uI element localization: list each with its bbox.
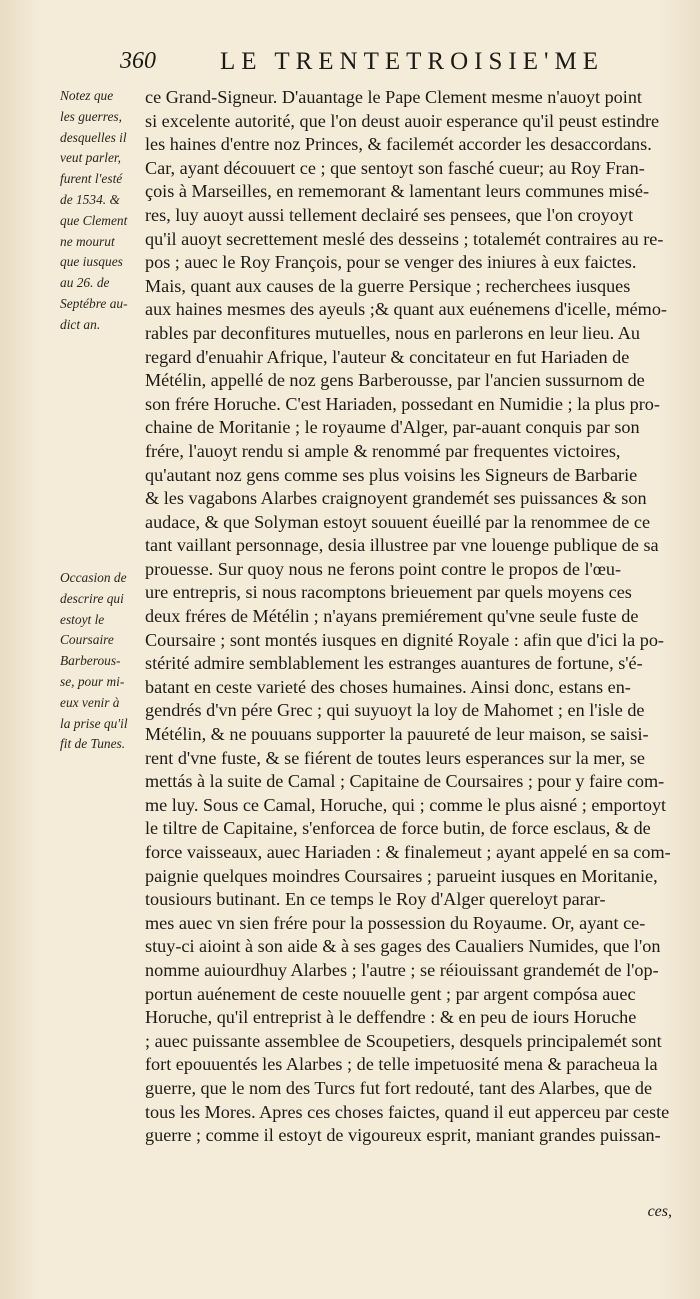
text-line: batant en ceste varieté des choses humaines. Ainsi donc, estans en-: [145, 676, 631, 697]
text-line: Métélin, appellé de noz gens Barberousse, par l'ancien sussurnom de: [145, 370, 645, 391]
text-line: paignie quelques moindres Coursaires ; parueint iusques en Moritanie,: [145, 865, 658, 886]
margin-note-line: que Clement: [60, 212, 128, 228]
text-line: Horuche, qu'il entreprist à le deffendre : & en peu de iours Horuche: [145, 1007, 637, 1028]
text-line: le tiltre de Capitaine, s'enforcea de force butin, de force esclaus, & de: [145, 818, 651, 839]
text-line: ce Grand-Signeur. D'auantage le Pape Clement mesme n'auoyt point: [145, 87, 642, 107]
margin-note-line: de 1534. &: [60, 191, 120, 207]
text-line: mes auec vn sien frére pour la possession du Royaume. Or, ayant ce-: [145, 912, 646, 933]
page-number: 360: [120, 48, 156, 74]
text-line: tousiours butinant. En ce temps le Roy d'Alger quereloyt parar-: [145, 889, 606, 910]
margin-note-line: Notez que: [60, 88, 114, 103]
margin-note-line: desquelles il: [60, 129, 127, 145]
margin-note-line: Occasion de: [60, 570, 127, 585]
text-line: tant vaillant personnage, desia illustree par vne louenge publique de sa: [145, 535, 659, 556]
text-line: deux fréres de Métélin ; n'ayans premiérement qu'vne seule fuste de: [145, 606, 639, 627]
text-line: ; auec puissante assemblee de Scoupetiers, desquels principalemét sont: [145, 1030, 662, 1051]
text-line: fort epouuentés les Alarbes ; de telle impetuosité mena & paracheua la: [145, 1054, 658, 1075]
margin-note-line: que iusques: [60, 254, 123, 270]
margin-note-line: eux venir à: [60, 694, 120, 710]
margin-note-line: se, pour mi-: [60, 673, 125, 689]
margin-note-line: veut parler,: [60, 150, 121, 166]
text-line: & les vagabons Alarbes craignoyent grandemét ses puissances & son: [145, 488, 647, 509]
text-line: regard d'enuahir Afrique, l'auteur & concitateur en fut Hariaden de: [145, 346, 630, 367]
margin-note-line: furent l'esté: [60, 171, 123, 187]
text-line: prouesse. Sur quoy nous ne ferons point contre le propos de l'œu-: [145, 558, 622, 579]
text-line: rables par deconfitures mutuelles, nous en parlerons en leur lieu. Au: [145, 322, 640, 343]
text-line: guerre ; comme il estoyt de vigoureux esprit, maniant grandes puissan-: [145, 1125, 661, 1146]
margin-note-line: Coursaire: [60, 632, 114, 648]
margin-note-dates: [60, 86, 136, 336]
text-line: force vaisseaux, auec Hariaden : & finalemeut ; ayant appelé en sa com-: [145, 842, 671, 862]
body-text: [145, 86, 680, 1148]
text-line: Car, ayant découuert ce ; que sentoyt son fasché cueur; au Roy Fran-: [145, 157, 645, 178]
margin-note-line: dict an.: [60, 316, 101, 332]
text-line: les haines d'entre noz Princes, & facilemét accorder les desaccordans.: [145, 134, 652, 155]
text-line: nomme auiourdhuy Alarbes ; l'autre ; se réiouissant grandemét de l'op-: [145, 959, 659, 980]
margin-note-barberousse: [60, 568, 136, 755]
margin-note-line: Barberous-: [60, 653, 121, 669]
text-line: mettás à la suite de Camal ; Capitaine de Coursaires ; pour y faire com-: [145, 771, 665, 792]
catchword: ces,: [647, 1203, 672, 1220]
margin-note-line: estoyt le: [60, 611, 105, 627]
text-line: ure entrepris, si nous racomptons brieuement par quels moyens ces: [145, 582, 632, 603]
text-line: si excelente autorité, que l'on deust auoir esperance qu'il peust estindre: [145, 110, 660, 131]
margin-note-line: ne mourut: [60, 233, 115, 249]
text-line: son frére Horuche. C'est Hariaden, possedant en Numidie ; la plus pro-: [145, 393, 660, 414]
text-line: Coursaire ; sont montés iusques en dignité Royale : afin que d'ici la po-: [145, 629, 664, 650]
text-line: guerre, que le nom des Turcs fut fort redouté, tant des Alarbes, que de: [145, 1077, 653, 1098]
text-line: portun auénement de ceste nouuelle gent ; par argent compósa auec: [145, 983, 636, 1004]
text-line: gendrés d'vn pére Grec ; qui suyuoyt la loy de Mahomet ; en l'isle de: [145, 700, 645, 721]
text-line: audace, & que Solyman estoyt souuent éueillé par la renommee de ce: [145, 511, 651, 532]
page-header: [120, 48, 680, 80]
text-line: frére, l'auoyt rendu si ample & renommé par frequentes victoires,: [145, 440, 621, 461]
text-line: me luy. Sous ce Camal, Horuche, qui ; comme le plus aisné ; emportoyt: [145, 794, 667, 815]
margin-note-line: la prise qu'il: [60, 715, 128, 731]
text-line: tous les Mores. Apres ces choses faictes, quand il eut apperceu par ceste: [145, 1101, 670, 1122]
text-line: stérité admire semblablement les estranges auantures de fortune, s'é-: [145, 653, 643, 674]
text-line: res, luy auoyt aussi tellement declairé ses pensees, que l'on croyoyt: [145, 204, 634, 225]
text-line: çois à Marseilles, en rememorant & lamentant leurs communes misé-: [145, 181, 650, 202]
text-line: aux haines mesmes des ayeuls ;& quant aux euénemens d'icelle, mémo-: [145, 299, 667, 320]
text-line: chaine de Moritanie ; le royaume d'Alger, par-auant conquis par son: [145, 417, 640, 438]
text-line: Mais, quant aux causes de la guerre Persique ; recherchees iusques: [145, 275, 631, 296]
text-line: qu'autant noz gens comme ses plus voisins les Signeurs de Barbarie: [145, 464, 638, 485]
text-line: pos ; auec le Roy François, pour se venger des iniures à eux faictes.: [145, 252, 637, 273]
margin-note-line: fit de Tunes.: [60, 736, 126, 752]
text-line: Métélin, & ne pouuans supporter la pauureté de leur maison, se saisi-: [145, 724, 649, 745]
text-line: stuy-ci aioint à son aide & à ses gages des Caualiers Numides, que l'on: [145, 936, 661, 957]
text-line: rent d'vne fuste, & se fiérent de toutes leurs esperances sur la mer, se: [145, 747, 645, 768]
margin-note-line: Septébre au-: [60, 295, 128, 311]
text-line: qu'il auoyt secrettement meslé des desseins ; totalemét contraires au re-: [145, 228, 664, 249]
running-head: LE TRENTETROISIE'ME: [220, 48, 604, 75]
margin-note-line: au 26. de: [60, 275, 110, 291]
margin-note-line: descrire qui: [60, 590, 124, 606]
margin-note-line: les guerres,: [60, 108, 122, 124]
